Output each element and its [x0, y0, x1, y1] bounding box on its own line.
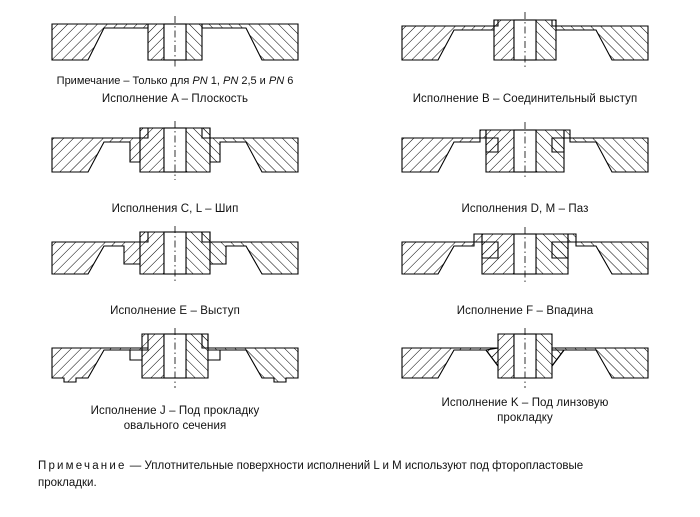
figure-dm — [394, 118, 656, 184]
panel-a — [0, 8, 350, 118]
figure-k — [394, 326, 656, 396]
flange-section-b — [394, 8, 656, 70]
figure-f — [394, 224, 656, 286]
panel-j-caption-line2: овального сечения — [123, 420, 227, 432]
panel-b-caption: Исполнение B – Соединительный выступ — [412, 93, 638, 105]
flange-section-a — [44, 8, 306, 70]
panel-cl — [0, 118, 350, 224]
panel-cl-caption: Исполнения C, L – Шип — [111, 203, 239, 215]
footer-note-line1: Уплотнительные поверхности исполнений L и M используют под фторопластовые — [144, 460, 584, 472]
panel-j-caption-line1: Исполнение J – Под прокладку — [90, 405, 260, 417]
panel-e — [0, 224, 350, 326]
panel-b — [350, 8, 700, 118]
figure-cl — [44, 118, 306, 184]
figure-j — [44, 326, 306, 396]
footer-note-dash: — — [129, 460, 142, 472]
panel-k-caption-line2: прокладку — [497, 412, 553, 424]
panel-dm — [350, 118, 700, 224]
flange-section-dm — [394, 118, 656, 184]
flange-section-j — [44, 326, 306, 396]
footer-note — [38, 458, 676, 492]
panel-k-caption-line1: Исполнение K – Под линзовую — [441, 397, 609, 409]
figure-e — [44, 224, 306, 286]
footer-note-line2: прокладки. — [38, 477, 97, 489]
flange-section-cl — [44, 118, 306, 184]
panel-a-caption: Исполнение A – Плоскость — [101, 93, 249, 105]
panel-dm-caption: Исполнения D, M – Паз — [461, 203, 589, 215]
panel-a-note: Примечание – Только для PN 1, PN 2,5 и PN 6 — [56, 75, 294, 87]
panel-f — [350, 224, 700, 326]
panel-grid — [0, 8, 700, 448]
flange-section-f — [394, 224, 656, 286]
panel-k — [350, 326, 700, 448]
figure-b — [394, 8, 656, 70]
figure-a — [44, 8, 306, 70]
footer-note-label: Примечание — [38, 460, 127, 472]
panel-f-caption: Исполнение F – Впадина — [456, 305, 594, 317]
flange-section-e — [44, 224, 306, 286]
flange-section-k — [394, 326, 656, 396]
panel-e-caption: Исполнение E – Выступ — [110, 305, 240, 317]
panel-j — [0, 326, 350, 448]
